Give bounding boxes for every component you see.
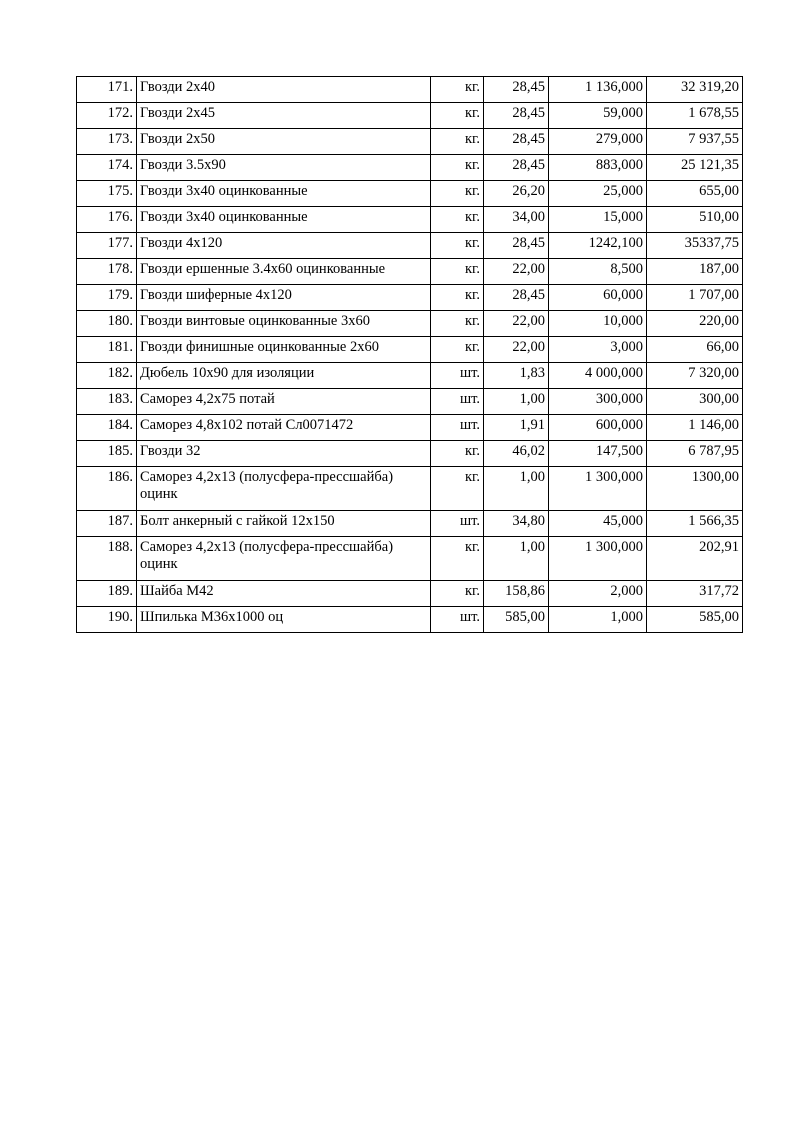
item-name: Гвозди 3.5х90 <box>137 155 431 181</box>
item-unit: шт. <box>431 389 484 415</box>
table-row <box>77 233 743 259</box>
row-number: 177. <box>77 233 137 259</box>
item-quantity: 300,000 <box>549 389 647 415</box>
materials-table-page <box>76 76 742 633</box>
item-quantity: 883,000 <box>549 155 647 181</box>
table-row <box>77 259 743 285</box>
item-price: 22,00 <box>484 337 549 363</box>
row-number: 187. <box>77 511 137 537</box>
item-quantity: 1 136,000 <box>549 77 647 103</box>
item-price: 34,00 <box>484 207 549 233</box>
item-unit: кг. <box>431 207 484 233</box>
item-sum: 7 320,00 <box>647 363 743 389</box>
item-price: 1,00 <box>484 537 549 581</box>
item-name: Гвозди 2х50 <box>137 129 431 155</box>
item-price: 26,20 <box>484 181 549 207</box>
item-sum: 220,00 <box>647 311 743 337</box>
item-price: 1,91 <box>484 415 549 441</box>
item-sum: 187,00 <box>647 259 743 285</box>
table-row <box>77 389 743 415</box>
item-name: Гвозди 3х40 оцинкованные <box>137 207 431 233</box>
item-name: Гвозди 32 <box>137 441 431 467</box>
row-number: 182. <box>77 363 137 389</box>
table-row <box>77 311 743 337</box>
item-price: 28,45 <box>484 129 549 155</box>
item-unit: шт. <box>431 511 484 537</box>
item-price: 28,45 <box>484 103 549 129</box>
item-sum: 300,00 <box>647 389 743 415</box>
item-sum: 1 707,00 <box>647 285 743 311</box>
item-name: Гвозди шиферные 4х120 <box>137 285 431 311</box>
item-sum: 66,00 <box>647 337 743 363</box>
item-sum: 6 787,95 <box>647 441 743 467</box>
item-name: Гвозди 3х40 оцинкованные <box>137 181 431 207</box>
row-number: 176. <box>77 207 137 233</box>
item-quantity: 60,000 <box>549 285 647 311</box>
item-sum: 32 319,20 <box>647 77 743 103</box>
item-unit: шт. <box>431 415 484 441</box>
table-row <box>77 441 743 467</box>
item-price: 28,45 <box>484 285 549 311</box>
item-quantity: 8,500 <box>549 259 647 285</box>
item-quantity: 45,000 <box>549 511 647 537</box>
row-number: 172. <box>77 103 137 129</box>
item-quantity: 1242,100 <box>549 233 647 259</box>
item-sum: 655,00 <box>647 181 743 207</box>
row-number: 184. <box>77 415 137 441</box>
item-unit: кг. <box>431 103 484 129</box>
row-number: 175. <box>77 181 137 207</box>
item-price: 28,45 <box>484 233 549 259</box>
item-name: Шайба М42 <box>137 581 431 607</box>
table-row <box>77 181 743 207</box>
row-number: 178. <box>77 259 137 285</box>
table-row <box>77 467 743 511</box>
item-price: 1,00 <box>484 389 549 415</box>
item-unit: кг. <box>431 311 484 337</box>
item-name: Саморез 4,2х75 потай <box>137 389 431 415</box>
item-price: 22,00 <box>484 311 549 337</box>
item-name: Саморез 4,2х13 (полусфера-прессшайба) оцинк <box>137 467 431 511</box>
item-sum: 1 146,00 <box>647 415 743 441</box>
item-price: 28,45 <box>484 77 549 103</box>
table-row <box>77 607 743 633</box>
item-price: 46,02 <box>484 441 549 467</box>
item-quantity: 600,000 <box>549 415 647 441</box>
table-row <box>77 129 743 155</box>
item-unit: кг. <box>431 155 484 181</box>
item-sum: 1 678,55 <box>647 103 743 129</box>
item-unit: кг. <box>431 181 484 207</box>
item-name: Саморез 4,2х13 (полусфера-прессшайба) оцинк <box>137 537 431 581</box>
item-name: Гвозди винтовые оцинкованные 3х60 <box>137 311 431 337</box>
item-quantity: 1 300,000 <box>549 537 647 581</box>
row-number: 179. <box>77 285 137 311</box>
row-number: 189. <box>77 581 137 607</box>
item-quantity: 59,000 <box>549 103 647 129</box>
item-name: Болт анкерный с гайкой 12х150 <box>137 511 431 537</box>
item-quantity: 15,000 <box>549 207 647 233</box>
item-unit: кг. <box>431 129 484 155</box>
row-number: 180. <box>77 311 137 337</box>
row-number: 183. <box>77 389 137 415</box>
item-sum: 35337,75 <box>647 233 743 259</box>
item-unit: кг. <box>431 259 484 285</box>
table-row <box>77 537 743 581</box>
table-row <box>77 77 743 103</box>
item-sum: 317,72 <box>647 581 743 607</box>
table-row <box>77 207 743 233</box>
row-number: 186. <box>77 467 137 511</box>
item-price: 1,83 <box>484 363 549 389</box>
item-quantity: 2,000 <box>549 581 647 607</box>
item-price: 158,86 <box>484 581 549 607</box>
row-number: 181. <box>77 337 137 363</box>
item-unit: шт. <box>431 607 484 633</box>
table-row <box>77 155 743 181</box>
row-number: 188. <box>77 537 137 581</box>
item-unit: шт. <box>431 363 484 389</box>
table-row <box>77 103 743 129</box>
item-quantity: 25,000 <box>549 181 647 207</box>
item-unit: кг. <box>431 467 484 511</box>
item-price: 585,00 <box>484 607 549 633</box>
row-number: 185. <box>77 441 137 467</box>
item-sum: 585,00 <box>647 607 743 633</box>
item-name: Саморез 4,8х102 потай Сл0071472 <box>137 415 431 441</box>
item-unit: кг. <box>431 537 484 581</box>
item-sum: 7 937,55 <box>647 129 743 155</box>
item-price: 22,00 <box>484 259 549 285</box>
item-sum: 1 566,35 <box>647 511 743 537</box>
table-row <box>77 285 743 311</box>
item-quantity: 4 000,000 <box>549 363 647 389</box>
table-row <box>77 511 743 537</box>
item-quantity: 1,000 <box>549 607 647 633</box>
table-row <box>77 415 743 441</box>
item-sum: 510,00 <box>647 207 743 233</box>
item-unit: кг. <box>431 581 484 607</box>
item-name: Гвозди финишные оцинкованные 2х60 <box>137 337 431 363</box>
item-quantity: 3,000 <box>549 337 647 363</box>
item-unit: кг. <box>431 441 484 467</box>
item-name: Дюбель 10х90 для изоляции <box>137 363 431 389</box>
item-sum: 25 121,35 <box>647 155 743 181</box>
row-number: 190. <box>77 607 137 633</box>
item-price: 28,45 <box>484 155 549 181</box>
table-row <box>77 363 743 389</box>
item-quantity: 1 300,000 <box>549 467 647 511</box>
materials-table <box>76 76 743 633</box>
item-unit: кг. <box>431 285 484 311</box>
row-number: 173. <box>77 129 137 155</box>
item-name: Шпилька М36х1000 оц <box>137 607 431 633</box>
item-name: Гвозди 2х45 <box>137 103 431 129</box>
materials-table-body <box>77 77 743 633</box>
item-unit: кг. <box>431 233 484 259</box>
item-unit: кг. <box>431 77 484 103</box>
item-name: Гвозди 2х40 <box>137 77 431 103</box>
item-sum: 1300,00 <box>647 467 743 511</box>
item-price: 1,00 <box>484 467 549 511</box>
table-row <box>77 581 743 607</box>
item-name: Гвозди 4х120 <box>137 233 431 259</box>
item-quantity: 147,500 <box>549 441 647 467</box>
item-quantity: 10,000 <box>549 311 647 337</box>
item-price: 34,80 <box>484 511 549 537</box>
item-unit: кг. <box>431 337 484 363</box>
item-quantity: 279,000 <box>549 129 647 155</box>
row-number: 174. <box>77 155 137 181</box>
item-sum: 202,91 <box>647 537 743 581</box>
table-row <box>77 337 743 363</box>
item-name: Гвозди ершенные 3.4х60 оцинкованные <box>137 259 431 285</box>
row-number: 171. <box>77 77 137 103</box>
